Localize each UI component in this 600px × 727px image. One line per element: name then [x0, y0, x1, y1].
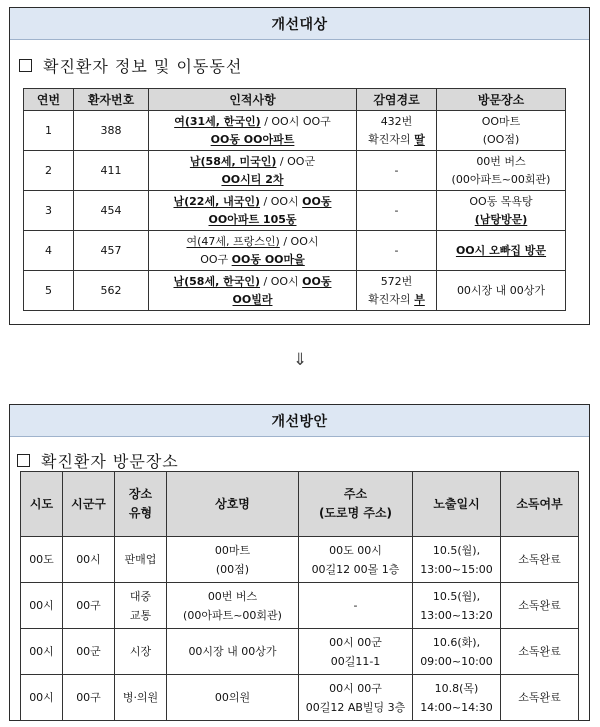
patient-info-table [23, 88, 566, 311]
info-address: / OO시 [279, 234, 319, 248]
cell-address [299, 675, 413, 721]
target-panel-title: 개선대상 [271, 16, 328, 33]
info-residence: OO시티 2차 [221, 172, 284, 186]
info-residence: OO아파트 105동 [208, 212, 297, 226]
cell-place-type: 시장 [115, 629, 167, 675]
section-title-text: 확진환자 방문장소 [41, 451, 179, 471]
col-header-place-type [115, 472, 167, 537]
info-residence: OO동 OO아파트 [210, 132, 295, 146]
address-line1: 00시 00구 [329, 681, 382, 695]
exposure-hours: 14:00~14:30 [420, 700, 493, 714]
route-source: 572번 [380, 274, 413, 288]
cell-business-name: 00의원 [167, 675, 299, 721]
col-header-number: 연번 [24, 89, 74, 111]
place-type-line1: 대중 [129, 589, 152, 603]
cell-personal-info [149, 151, 357, 191]
info-district: OO동 [302, 194, 332, 208]
info-demographics: 남(58세, 미국인) [189, 154, 277, 168]
table-row [24, 191, 566, 231]
business-name-line2: (00아파트~00회관) [183, 608, 282, 622]
table-row [24, 151, 566, 191]
cell-number: 1 [24, 111, 74, 151]
cell-city: 00시 [63, 537, 115, 583]
col-header-business-name: 상호명 [167, 472, 299, 537]
col-header-address [299, 472, 413, 537]
cell-place-type [115, 583, 167, 629]
table-row [24, 271, 566, 311]
route-relation: 확진자의 [368, 292, 415, 306]
place-line-1: 00번 버스 [476, 154, 526, 168]
cell-patient-id: 562 [74, 271, 149, 311]
table-row [21, 583, 579, 629]
place-line-2: (00아파트~00회관) [451, 172, 551, 186]
cell-province: 00시 [21, 629, 63, 675]
cell-disinfection: 소독완료 [501, 537, 579, 583]
patient-info-section-title [19, 55, 589, 75]
visited-places-section-title [17, 450, 589, 470]
cell-personal-info [149, 271, 357, 311]
col-header-city: 시군구 [63, 472, 115, 537]
cell-visited-place [437, 111, 566, 151]
info-district: OO구 [200, 252, 232, 266]
cell-exposure-time [413, 675, 501, 721]
address-line2: 00길12 00몰 1층 [311, 562, 400, 576]
cell-city: 00구 [63, 583, 115, 629]
col-header-province: 시도 [21, 472, 63, 537]
place-line-1: OO마트 [481, 114, 521, 128]
cell-number: 3 [24, 191, 74, 231]
info-address: / OO군 [276, 154, 316, 168]
col-header-disinfection: 소독여부 [501, 472, 579, 537]
table-header-row [21, 472, 579, 537]
table-row [21, 629, 579, 675]
info-address: / OO시 OO구 [260, 114, 331, 128]
col-header-exposure-time: 노출일시 [413, 472, 501, 537]
business-name-line1: 00마트 [214, 543, 251, 557]
cell-visited-place [437, 231, 566, 271]
table-row [21, 675, 579, 721]
cell-patient-id: 388 [74, 111, 149, 151]
cell-address [299, 629, 413, 675]
info-residence: OO동 OO마을 [231, 252, 305, 266]
table-row [24, 231, 566, 271]
route-source: 432번 [380, 114, 413, 128]
route-relation: 확진자의 [368, 132, 415, 146]
cell-patient-id: 457 [74, 231, 149, 271]
place-line-2: (OO점) [482, 132, 520, 146]
address-line2: 00길11-1 [330, 654, 381, 668]
cell-disinfection: 소독완료 [501, 629, 579, 675]
cell-business-name [167, 583, 299, 629]
business-name-line1: 00번 버스 [207, 589, 258, 603]
col-header-personal-info: 인적사항 [149, 89, 357, 111]
cell-province: 00시 [21, 583, 63, 629]
info-demographics: 남(22세, 내국인) [173, 194, 261, 208]
info-demographics: 여(31세, 한국인) [174, 114, 261, 128]
cell-visited-place: 00시장 내 00상가 [437, 271, 566, 311]
exposure-date: 10.6(화), [432, 635, 481, 649]
cell-infection-route: - [357, 231, 437, 271]
address-line1: 00도 00시 [329, 543, 382, 557]
col-header-place-type-line1: 장소 [128, 487, 153, 501]
business-name-line2: (00점) [215, 562, 250, 576]
cell-personal-info [149, 231, 357, 271]
target-panel [9, 7, 590, 325]
cell-personal-info [149, 111, 357, 151]
exposure-date: 10.5(월), [432, 589, 481, 603]
cell-city: 00군 [63, 629, 115, 675]
info-address: / OO시 [260, 274, 303, 288]
exposure-date: 10.8(목) [434, 681, 479, 695]
col-header-address-line2: (도로명 주소) [318, 506, 393, 520]
cell-business-name [167, 537, 299, 583]
col-header-place-type-line2: 유형 [128, 506, 153, 520]
visited-places-table [20, 471, 579, 721]
exposure-hours: 09:00~10:00 [420, 654, 493, 668]
cell-province: 00도 [21, 537, 63, 583]
col-header-address-line1: 주소 [343, 487, 368, 501]
cell-exposure-time [413, 583, 501, 629]
section-title-text: 확진환자 정보 및 이동동선 [43, 56, 243, 76]
route-relation-highlight: 딸 [414, 132, 425, 146]
improvement-panel [9, 404, 590, 721]
col-header-infection-route: 감염경로 [357, 89, 437, 111]
place-line-2: (남탕방문) [474, 212, 528, 226]
place-line-1: OO시 오빠집 방문 [455, 243, 547, 257]
cell-number: 4 [24, 231, 74, 271]
cell-number: 2 [24, 151, 74, 191]
cell-infection-route: - [357, 151, 437, 191]
cell-infection-route [357, 271, 437, 311]
exposure-hours: 13:00~13:20 [420, 608, 493, 622]
col-header-patient-id: 환자번호 [74, 89, 149, 111]
address-line1: 00시 00군 [329, 635, 382, 649]
cell-place-type: 병·의원 [115, 675, 167, 721]
table-row [21, 537, 579, 583]
cell-infection-route: - [357, 191, 437, 231]
col-header-visited-place: 방문장소 [437, 89, 566, 111]
info-district: OO동 [302, 274, 332, 288]
info-residence: OO빌라 [232, 292, 273, 306]
address-line2: 00길12 AB빌딩 3층 [305, 700, 406, 714]
cell-number: 5 [24, 271, 74, 311]
place-type-line2: 교통 [129, 608, 152, 622]
exposure-date: 10.5(월), [432, 543, 481, 557]
cell-address [299, 537, 413, 583]
improvement-panel-title: 개선방안 [271, 413, 328, 430]
checkbox-icon [17, 454, 30, 467]
cell-personal-info [149, 191, 357, 231]
cell-place-type: 판매업 [115, 537, 167, 583]
info-demographics: 남(58세, 한국인) [173, 274, 261, 288]
table-row [24, 111, 566, 151]
cell-business-name: 00시장 내 00상가 [167, 629, 299, 675]
exposure-hours: 13:00~15:00 [420, 562, 493, 576]
info-demographics: 여(47세, 프랑스인) [186, 234, 280, 248]
cell-exposure-time [413, 629, 501, 675]
info-address: / OO시 [260, 194, 303, 208]
target-panel-header [10, 8, 589, 40]
cell-province: 00시 [21, 675, 63, 721]
checkbox-icon [19, 59, 32, 72]
cell-infection-route [357, 111, 437, 151]
cell-patient-id: 454 [74, 191, 149, 231]
cell-patient-id: 411 [74, 151, 149, 191]
cell-visited-place [437, 191, 566, 231]
cell-address: - [299, 583, 413, 629]
improvement-panel-header [10, 405, 589, 437]
table-header-row [24, 89, 566, 111]
down-arrow-icon: ⇓ [292, 350, 308, 370]
place-line-1: OO동 목욕탕 [469, 194, 533, 208]
cell-disinfection: 소독완료 [501, 583, 579, 629]
route-relation-highlight: 부 [414, 292, 425, 306]
cell-city: 00구 [63, 675, 115, 721]
cell-visited-place [437, 151, 566, 191]
cell-disinfection: 소독완료 [501, 675, 579, 721]
cell-exposure-time [413, 537, 501, 583]
